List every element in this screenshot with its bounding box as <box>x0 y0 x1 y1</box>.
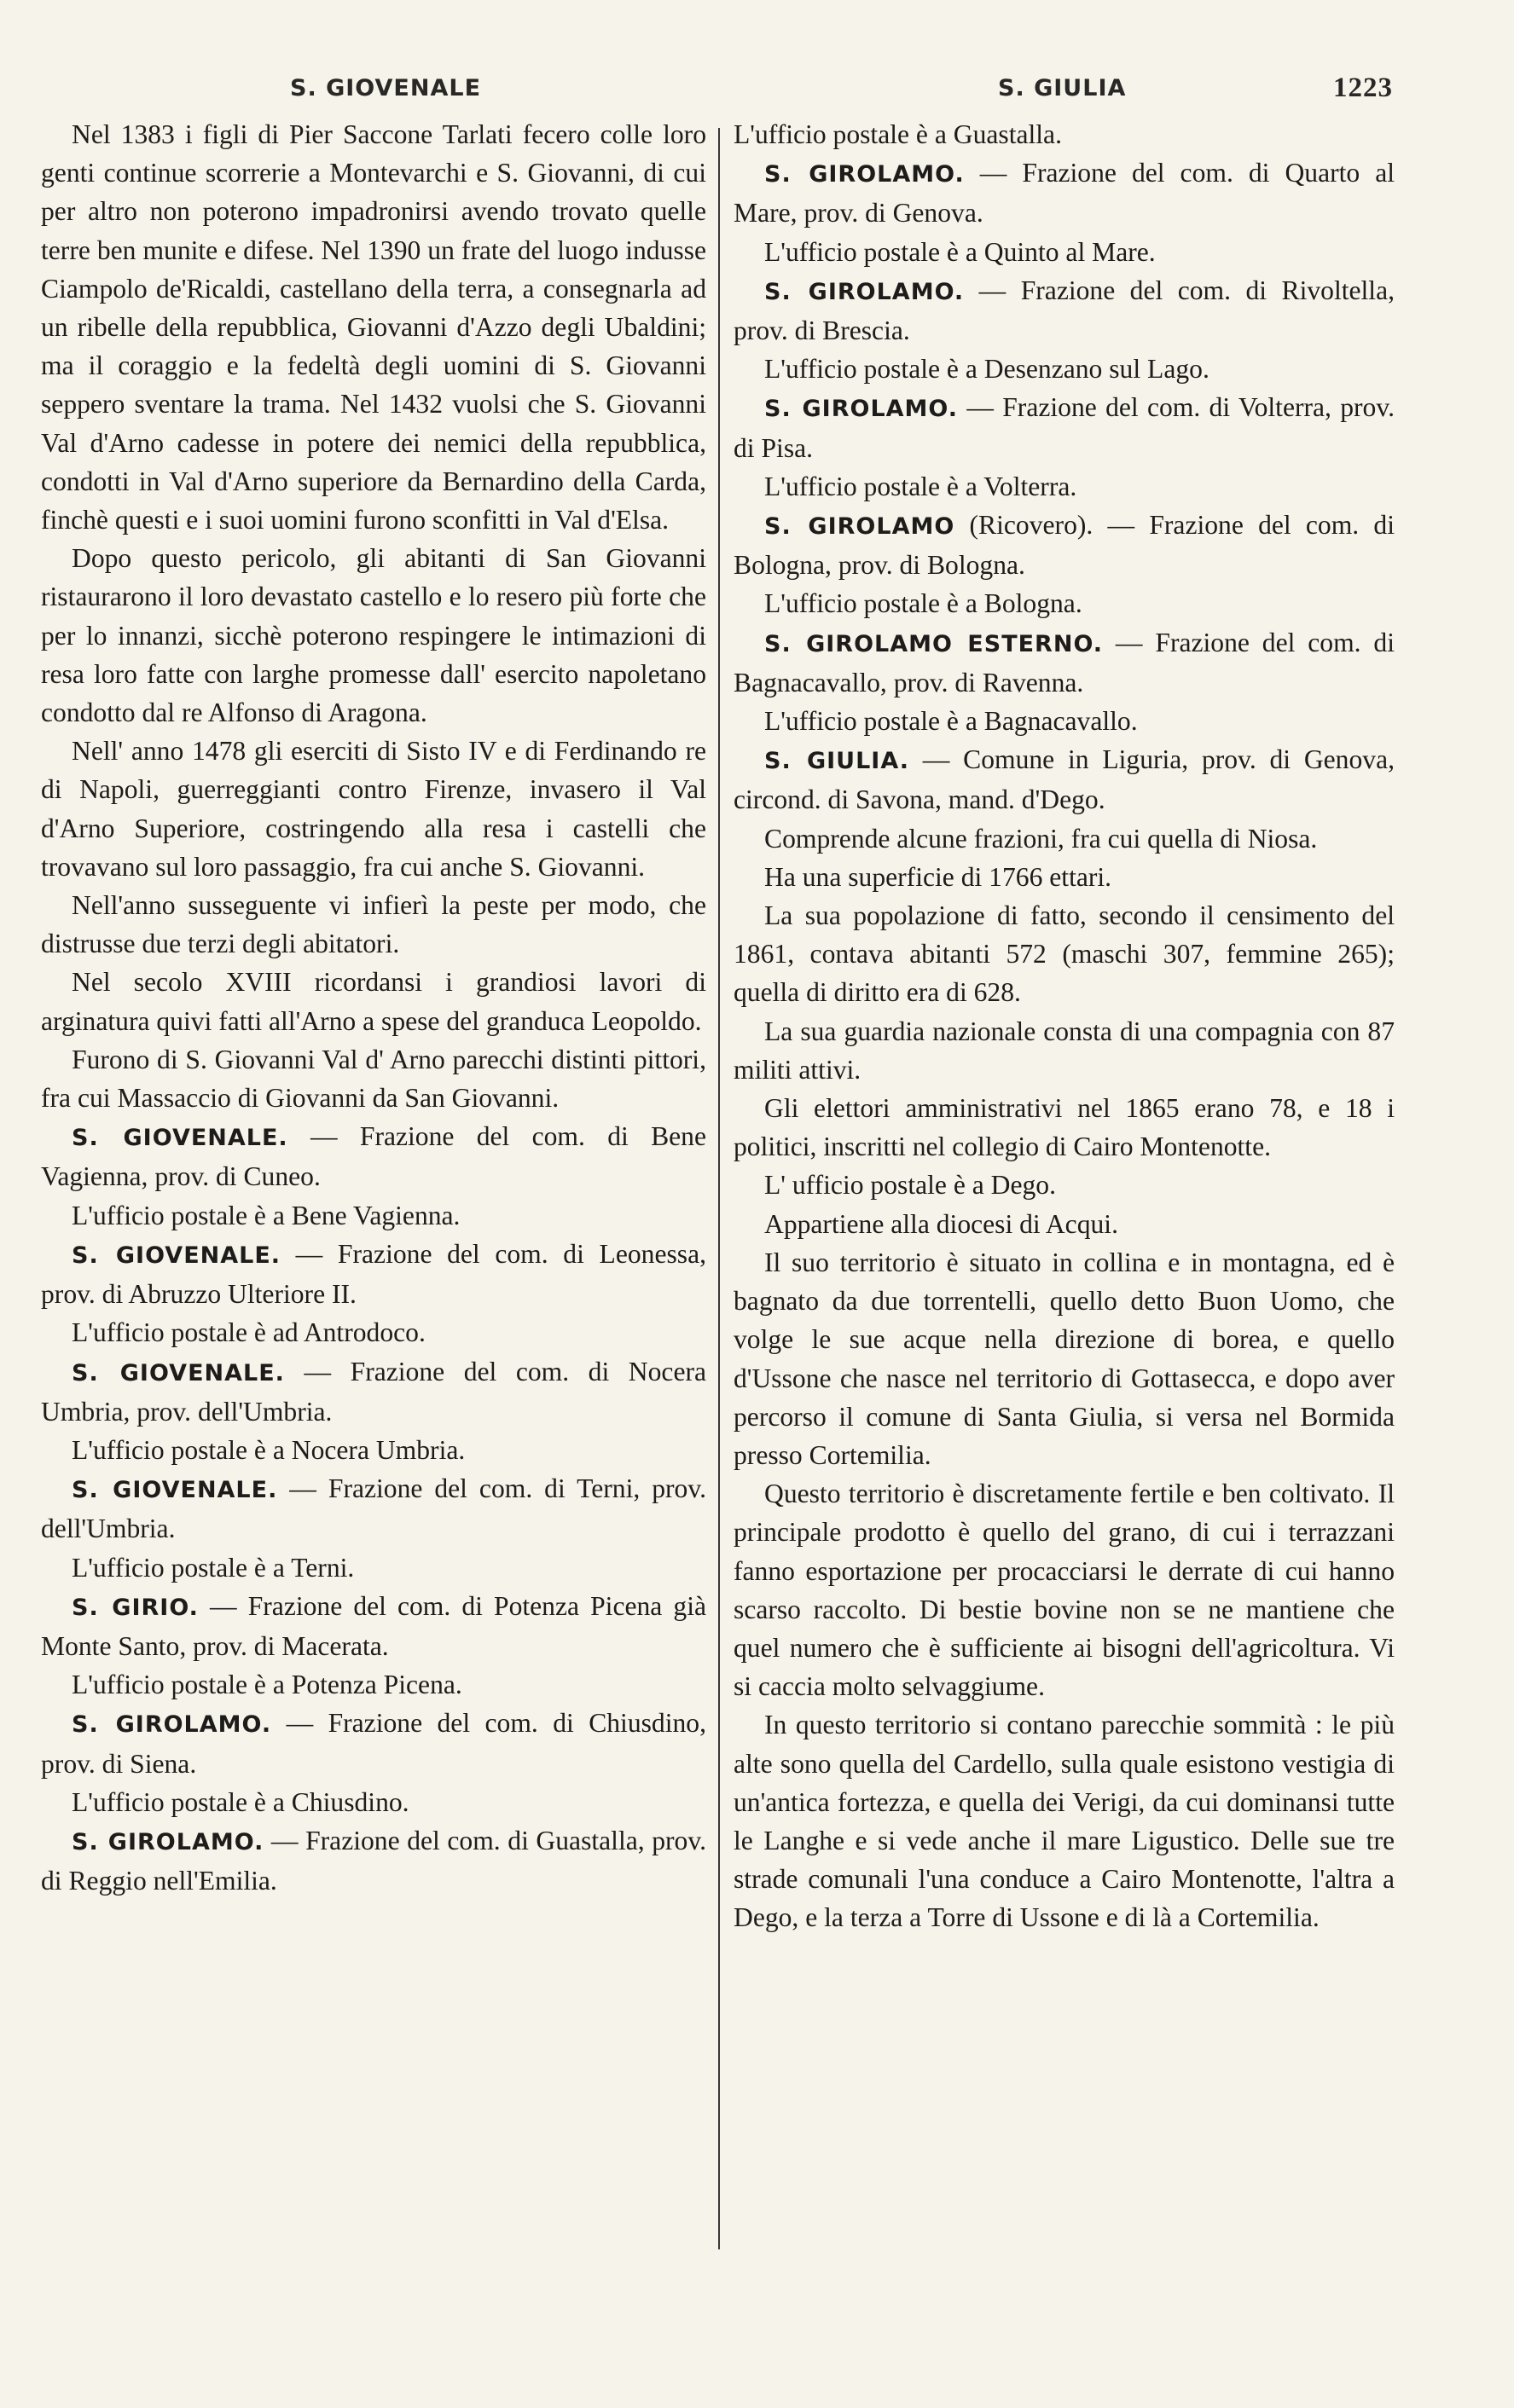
text-paragraph <box>41 1040 706 1117</box>
paragraph-text: L'ufficio postale è a Volterra. <box>764 471 1077 501</box>
paragraph-text: — Frazione del com. di Bagnacavallo, prov. di Ravenna. <box>734 627 1395 698</box>
text-paragraph <box>734 896 1395 1012</box>
paragraph-text: La sua guardia nazionale consta di una compagnia con 87 militi attivi. <box>734 1016 1395 1085</box>
paragraph-text: Nel 1383 i figli di Pier Saccone Tarlati fecero colle loro genti continue scorrerie a Montevarchi e S. Giovanni, di cui per altro non poterono impadronirsi avendo trovato quelle terre ben munite e difese. Nel 1390 un frate del luogo indusse Ciampolo de'Ricaldi, castellano della terra, a consegnarla ad un ribelle della repubblica, Giovanni d'Azzo degli Ubaldini; ma il coraggio e la fedeltà degli uomini di S. Giovanni seppero sventare la trama. Nel 1432 vuolsi che S. Giovanni Val d'Arno cadesse in potere dei nemici della repubblica, condotti in Val d'Arno superiore da Bernardino della Carda, finchè questi e i suoi uomini furono sconfitti in Val d'Elsa. <box>41 119 706 535</box>
text-paragraph <box>41 732 706 886</box>
entry-paragraph <box>41 1469 706 1548</box>
text-paragraph <box>41 1196 706 1235</box>
entry-paragraph <box>734 153 1395 232</box>
paragraph-text: — Frazione del com. di Chiusdino, prov. di Siena. <box>41 1708 706 1779</box>
paragraph-text: L'ufficio postale è a Bene Vagienna. <box>72 1200 461 1230</box>
paragraph-text: L'ufficio postale è a Bagnacavallo. <box>764 706 1138 737</box>
text-paragraph <box>734 1474 1395 1705</box>
paragraph-text: — Frazione del com. di Rivoltella, prov. di Brescia. <box>734 275 1395 346</box>
text-paragraph <box>41 539 706 732</box>
paragraph-text: Ha una superficie di 1766 ettari. <box>764 861 1112 892</box>
entry-headword: S. GIOVENALE. <box>72 1125 288 1152</box>
paragraph-text: — Frazione del com. di Leonessa, prov. di Abruzzo Ulteriore II. <box>41 1238 706 1310</box>
right-column <box>734 115 1395 1937</box>
text-paragraph <box>734 702 1395 740</box>
text-paragraph <box>734 233 1395 271</box>
paragraph-text: — Frazione del com. di Terni, prov. dell'Umbria. <box>41 1473 706 1544</box>
paragraph-text: Appartiene alla diocesi di Acqui. <box>764 1208 1118 1239</box>
paragraph-text: Gli elettori amministrativi nel 1865 erano 78, e 18 i politici, inscritti nel collegio di Cairo Montenotte. <box>734 1093 1395 1162</box>
entry-paragraph <box>41 1821 706 1900</box>
paragraph-text: Furono di S. Giovanni Val d' Arno parecchi distinti pittori, fra cui Massaccio di Giovanni da San Giovanni. <box>41 1044 706 1114</box>
paragraph-text: — Frazione del com. di Guastalla, prov. di Reggio nell'Emilia. <box>41 1825 706 1896</box>
paragraph-text: Dopo questo pericolo, gli abitanti di San Giovanni ristaurarono il loro devastato castello e lo resero più forte che per lo innanzi, sicchè poterono respingere le intimazioni di resa loro fatte con larghe promesse dall' esercito napoletano condotto dal re Alfonso di Aragona. <box>41 543 706 728</box>
running-head-left: S. GIOVENALE <box>290 75 482 101</box>
text-paragraph <box>734 584 1395 622</box>
paragraph-text: Questo territorio è discretamente fertile e ben coltivato. Il principale prodotto è quello del grano, di cui i terrazzani fanno esportazione per procacciarsi le derrate di cui hanno scarso raccolto. Di bestie bovine non se ne mantiene che quel numero che è sufficiente ai bisogni dell'agricoltura. Vi si caccia molto selvaggiume. <box>734 1479 1395 1702</box>
paragraph-text: — Comune in Liguria, prov. di Genova, circond. di Savona, mand. d'Dego. <box>734 744 1395 815</box>
running-head-right: S. GIULIA <box>998 75 1127 101</box>
paragraph-text: L'ufficio postale è ad Antrodoco. <box>72 1317 426 1348</box>
text-paragraph <box>734 467 1395 506</box>
text-paragraph <box>41 963 706 1039</box>
entry-headword: S. GIROLAMO <box>764 513 955 541</box>
text-paragraph <box>41 1431 706 1469</box>
entry-paragraph <box>734 271 1395 350</box>
text-paragraph <box>734 115 1395 153</box>
entry-headword: S. GIROLAMO. <box>764 161 965 188</box>
entry-paragraph <box>734 623 1395 702</box>
text-paragraph <box>41 1548 706 1587</box>
entry-paragraph <box>41 1587 706 1665</box>
entry-headword: S. GIRIO. <box>72 1594 199 1621</box>
text-paragraph <box>734 1205 1395 1243</box>
paragraph-text: — Frazione del com. di Nocera Umbria, prov. dell'Umbria. <box>41 1356 707 1427</box>
paragraph-text: — Frazione del com. di Potenza Picena già Monte Santo, prov. di Macerata. <box>41 1590 706 1661</box>
left-column <box>41 115 706 1900</box>
paragraph-text: — Frazione del com. di Bene Vagienna, prov. di Cuneo. <box>41 1121 706 1192</box>
entry-paragraph <box>41 1352 706 1431</box>
text-paragraph <box>41 886 706 963</box>
paragraph-text: L'ufficio postale è a Bologna. <box>764 588 1082 619</box>
paragraph-text: Nel secolo XVIII ricordansi i grandiosi lavori di arginatura quivi fatti all'Arno a spese del granduca Leopoldo. <box>41 967 706 1036</box>
entry-paragraph <box>41 1704 706 1782</box>
paragraph-text: L'ufficio postale è a Desenzano sul Lago. <box>764 354 1209 385</box>
paragraph-text: L'ufficio postale è a Terni. <box>72 1552 355 1583</box>
paragraph-text: In questo territorio si contano parecchie sommità : le più alte sono quella del Cardello, sulla quale esistono vestigia di un'antica fortezza, e quella dei Verigi, da cui dominansi tutte le Langhe e si vede anche il mare Ligustico. Delle sue tre strade comunali l'una conduce a Cairo Montenotte, l'altra a Dego, e la terza a Torre di Ussone e di là a Cortemilia. <box>734 1710 1395 1933</box>
text-paragraph <box>41 1313 706 1352</box>
entry-paragraph <box>734 388 1395 466</box>
text-paragraph <box>41 1665 706 1704</box>
text-paragraph <box>734 858 1395 896</box>
entry-headword: S. GIROLAMO ESTERNO. <box>764 630 1104 657</box>
entry-headword: S. GIROLAMO. <box>72 1828 264 1855</box>
entry-paragraph <box>734 740 1395 819</box>
entry-headword: S. GIULIA. <box>764 748 910 775</box>
text-paragraph <box>734 1705 1395 1936</box>
paragraph-text: Il suo territorio è situato in collina e in montagna, ed è bagnato da due torrentelli, quello detto Buon Uomo, che volge le sue acque nella direzione di borea, e quello d'Ussone che nasce nel territorio di Gottasecca, e dopo aver percorso il comune di Santa Giulia, si versa nel Bormida presso Cortemilia. <box>734 1247 1395 1470</box>
text-paragraph <box>734 1243 1395 1474</box>
entry-headword: S. GIROLAMO. <box>764 278 965 305</box>
text-paragraph <box>41 1783 706 1821</box>
entry-paragraph <box>41 1117 706 1195</box>
paragraph-text: L'ufficio postale è a Guastalla. <box>734 119 1062 149</box>
text-paragraph <box>734 1012 1395 1089</box>
entry-paragraph <box>734 506 1395 584</box>
paragraph-text: L'ufficio postale è a Chiusdino. <box>72 1786 409 1817</box>
paragraph-text: L'ufficio postale è a Nocera Umbria. <box>72 1434 466 1465</box>
entry-headword: S. GIOVENALE. <box>72 1359 285 1386</box>
paragraph-text: (Ricovero). — Frazione del com. di Bologna, prov. di Bologna. <box>734 510 1395 581</box>
paragraph-text: L' ufficio postale è a Dego. <box>764 1170 1056 1201</box>
paragraph-text: — Frazione del com. di Quarto al Mare, prov. di Genova. <box>734 158 1395 229</box>
page-number: 1223 <box>1333 72 1393 103</box>
paragraph-text: L'ufficio postale è a Potenza Picena. <box>72 1670 462 1700</box>
paragraph-text: La sua popolazione di fatto, secondo il censimento del 1861, contava abitanti 572 (maschi 307, femmine 265); quella di diritto era di 628. <box>734 900 1395 1008</box>
text-paragraph <box>734 819 1395 858</box>
entry-headword: S. GIROLAMO. <box>764 396 959 423</box>
entry-headword: S. GIOVENALE. <box>72 1242 281 1269</box>
entry-headword: S. GIROLAMO. <box>72 1711 272 1739</box>
paragraph-text: — Frazione del com. di Volterra, prov. di Pisa. <box>734 392 1395 463</box>
text-paragraph <box>734 1089 1395 1166</box>
paragraph-text: Nell'anno susseguente vi infierì la peste per modo, che distrusse due terzi degli abitatori. <box>41 890 706 959</box>
paragraph-text: Comprende alcune frazioni, fra cui quella di Niosa. <box>764 823 1318 854</box>
column-divider <box>718 128 720 2249</box>
entry-headword: S. GIOVENALE. <box>72 1477 278 1504</box>
paragraph-text: L'ufficio postale è a Quinto al Mare. <box>764 236 1156 267</box>
text-paragraph <box>734 350 1395 388</box>
text-paragraph <box>41 115 706 539</box>
text-paragraph <box>734 1166 1395 1204</box>
paragraph-text: Nell' anno 1478 gli eserciti di Sisto IV e di Ferdinando re di Napoli, guerreggianti contro Firenze, invasero il Val d'Arno Superiore, costringendo alla resa i castelli che trovavano sul loro passaggio, fra cui anche S. Giovanni. <box>41 736 706 882</box>
entry-paragraph <box>41 1235 706 1313</box>
